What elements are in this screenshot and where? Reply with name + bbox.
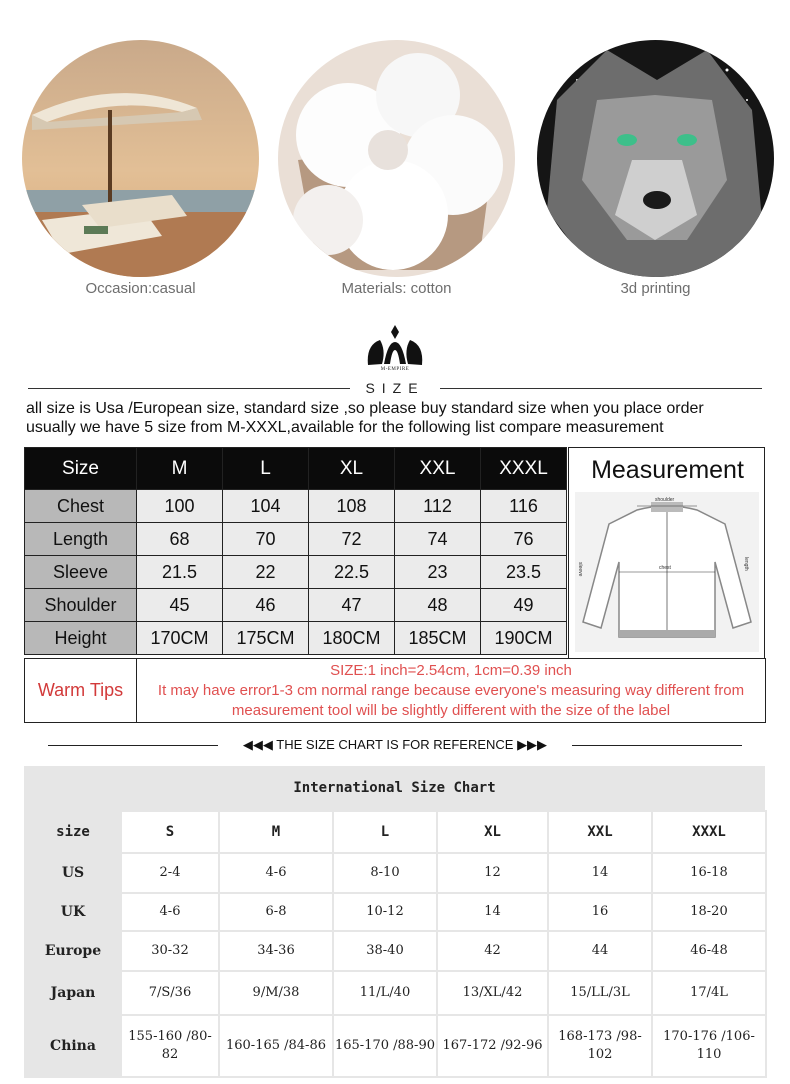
table-cell: 42	[437, 931, 548, 971]
header-cell: size	[25, 811, 121, 853]
table-cell: 167-172 /92-96	[437, 1015, 548, 1077]
table-cell: 104	[223, 490, 309, 523]
row-label: Height	[25, 622, 137, 655]
table-row	[25, 490, 567, 523]
table-row	[25, 971, 766, 1015]
sleeve-label: sleeve	[577, 562, 583, 577]
printing-caption: 3d printing	[620, 280, 691, 297]
size-table-header	[25, 448, 567, 490]
table-row	[25, 893, 766, 931]
row-label: Japan	[25, 971, 121, 1015]
table-cell: 48	[395, 589, 481, 622]
table-cell: 68	[137, 523, 223, 556]
table-cell: 168-173 /98-102	[548, 1015, 652, 1077]
table-cell: 16-18	[652, 853, 766, 893]
table-cell: 2-4	[121, 853, 219, 893]
table-cell: 15/LL/3L	[548, 971, 652, 1015]
row-label: US	[25, 853, 121, 893]
international-header-row	[25, 811, 766, 853]
header-cell: S	[121, 811, 219, 853]
header-cell: L	[223, 448, 309, 490]
table-cell: 70	[223, 523, 309, 556]
table-cell: 49	[481, 589, 567, 622]
measurement-title: Measurement	[591, 456, 744, 484]
occasion-caption: Occasion:casual	[85, 280, 196, 297]
header-cell: XL	[437, 811, 548, 853]
divider-right	[440, 388, 762, 389]
table-cell: 14	[548, 853, 652, 893]
table-row	[25, 1015, 766, 1077]
brand-text: M-EMPIRE	[380, 367, 410, 372]
international-size-chart	[24, 766, 765, 1078]
table-cell: 116	[481, 490, 567, 523]
table-cell: 170CM	[137, 622, 223, 655]
table-cell: 190CM	[481, 622, 567, 655]
size-heading: SIZE	[365, 380, 425, 396]
table-cell: 34-36	[219, 931, 333, 971]
shoulder-label: shoulder	[655, 497, 675, 503]
warm-tips-table	[24, 658, 766, 723]
table-cell: 45	[137, 589, 223, 622]
table-cell: 76	[481, 523, 567, 556]
table-cell: 46	[223, 589, 309, 622]
cotton-photo	[278, 40, 515, 277]
reference-rule-right	[572, 745, 742, 746]
table-cell: 4-6	[219, 853, 333, 893]
table-cell: 4-6	[121, 893, 219, 931]
table-cell: 46-48	[652, 931, 766, 971]
table-row	[25, 556, 567, 589]
warm-tip-line: measurement tool will be slightly different with the size of the label	[231, 701, 671, 719]
international-table	[24, 810, 767, 1078]
table-cell: 11/L/40	[333, 971, 437, 1015]
warm-tips-label: Warm Tips	[25, 659, 137, 723]
table-cell: 185CM	[395, 622, 481, 655]
table-cell: 175CM	[223, 622, 309, 655]
table-row	[25, 622, 567, 655]
table-cell: 108	[309, 490, 395, 523]
table-cell: 180CM	[309, 622, 395, 655]
table-cell: 165-170 /88-90	[333, 1015, 437, 1077]
table-cell: 17/4L	[652, 971, 766, 1015]
table-cell: 100	[137, 490, 223, 523]
row-label: Chest	[25, 490, 137, 523]
row-label: Length	[25, 523, 137, 556]
header-cell: M	[219, 811, 333, 853]
table-row	[25, 931, 766, 971]
table-row	[25, 853, 766, 893]
table-cell: 21.5	[137, 556, 223, 589]
header-cell: XXL	[548, 811, 652, 853]
table-cell: 44	[548, 931, 652, 971]
row-label: Europe	[25, 931, 121, 971]
table-row	[25, 523, 567, 556]
reference-note: ◀◀◀ THE SIZE CHART IS FOR REFERENCE ▶▶▶	[242, 737, 548, 752]
table-row	[25, 589, 567, 622]
table-cell: 18-20	[652, 893, 766, 931]
table-cell: 47	[309, 589, 395, 622]
table-cell: 7/S/36	[121, 971, 219, 1015]
table-cell: 72	[309, 523, 395, 556]
row-label: UK	[25, 893, 121, 931]
beach-umbrella-photo	[22, 40, 259, 277]
header-cell: L	[333, 811, 437, 853]
warm-tip-line: SIZE:1 inch=2.54cm, 1cm=0.39 inch	[330, 661, 572, 679]
row-label: Shoulder	[25, 589, 137, 622]
table-cell: 160-165 /84-86	[219, 1015, 333, 1077]
divider-left	[28, 388, 350, 389]
header-cell: XXXL	[652, 811, 766, 853]
row-label: China	[25, 1015, 121, 1077]
table-cell: 170-176 /106-110	[652, 1015, 766, 1077]
table-cell: 13/XL/42	[437, 971, 548, 1015]
wolf-photo	[537, 40, 774, 277]
international-title: International Size Chart	[293, 780, 496, 796]
table-cell: 22.5	[309, 556, 395, 589]
table-cell: 8-10	[333, 853, 437, 893]
table-cell: 30-32	[121, 931, 219, 971]
table-cell: 6-8	[219, 893, 333, 931]
row-label: Sleeve	[25, 556, 137, 589]
warm-tip-line: It may have error1-3 cm normal range because everyone's measuring way different from	[157, 681, 745, 699]
size-table	[24, 447, 567, 655]
reference-rule-left	[48, 745, 218, 746]
table-cell: 16	[548, 893, 652, 931]
table-cell: 155-160 /80-82	[121, 1015, 219, 1077]
header-cell: XXL	[395, 448, 481, 490]
measurement-panel	[568, 447, 765, 659]
chest-label: chest	[659, 565, 671, 571]
table-cell: 38-40	[333, 931, 437, 971]
table-cell: 23	[395, 556, 481, 589]
warm-tips-content	[137, 659, 766, 723]
jacket-diagram-icon	[575, 492, 759, 652]
table-cell: 14	[437, 893, 548, 931]
table-cell: 12	[437, 853, 548, 893]
table-cell: 10-12	[333, 893, 437, 931]
table-cell: 74	[395, 523, 481, 556]
table-cell: 112	[395, 490, 481, 523]
table-cell: 9/M/38	[219, 971, 333, 1015]
length-label: length	[743, 557, 749, 571]
header-cell: XXXL	[481, 448, 567, 490]
materials-caption: Materials: cotton	[341, 280, 452, 297]
header-cell: Size	[25, 448, 137, 490]
header-cell: XL	[309, 448, 395, 490]
table-cell: 22	[223, 556, 309, 589]
intro-line-1: all size is Usa /European size, standard size ,so please buy standard size when you place order	[26, 400, 704, 417]
header-cell: M	[137, 448, 223, 490]
intro-line-2: usually we have 5 size from M-XXXL,available for the following list compare measurement	[26, 419, 664, 436]
table-cell: 23.5	[481, 556, 567, 589]
